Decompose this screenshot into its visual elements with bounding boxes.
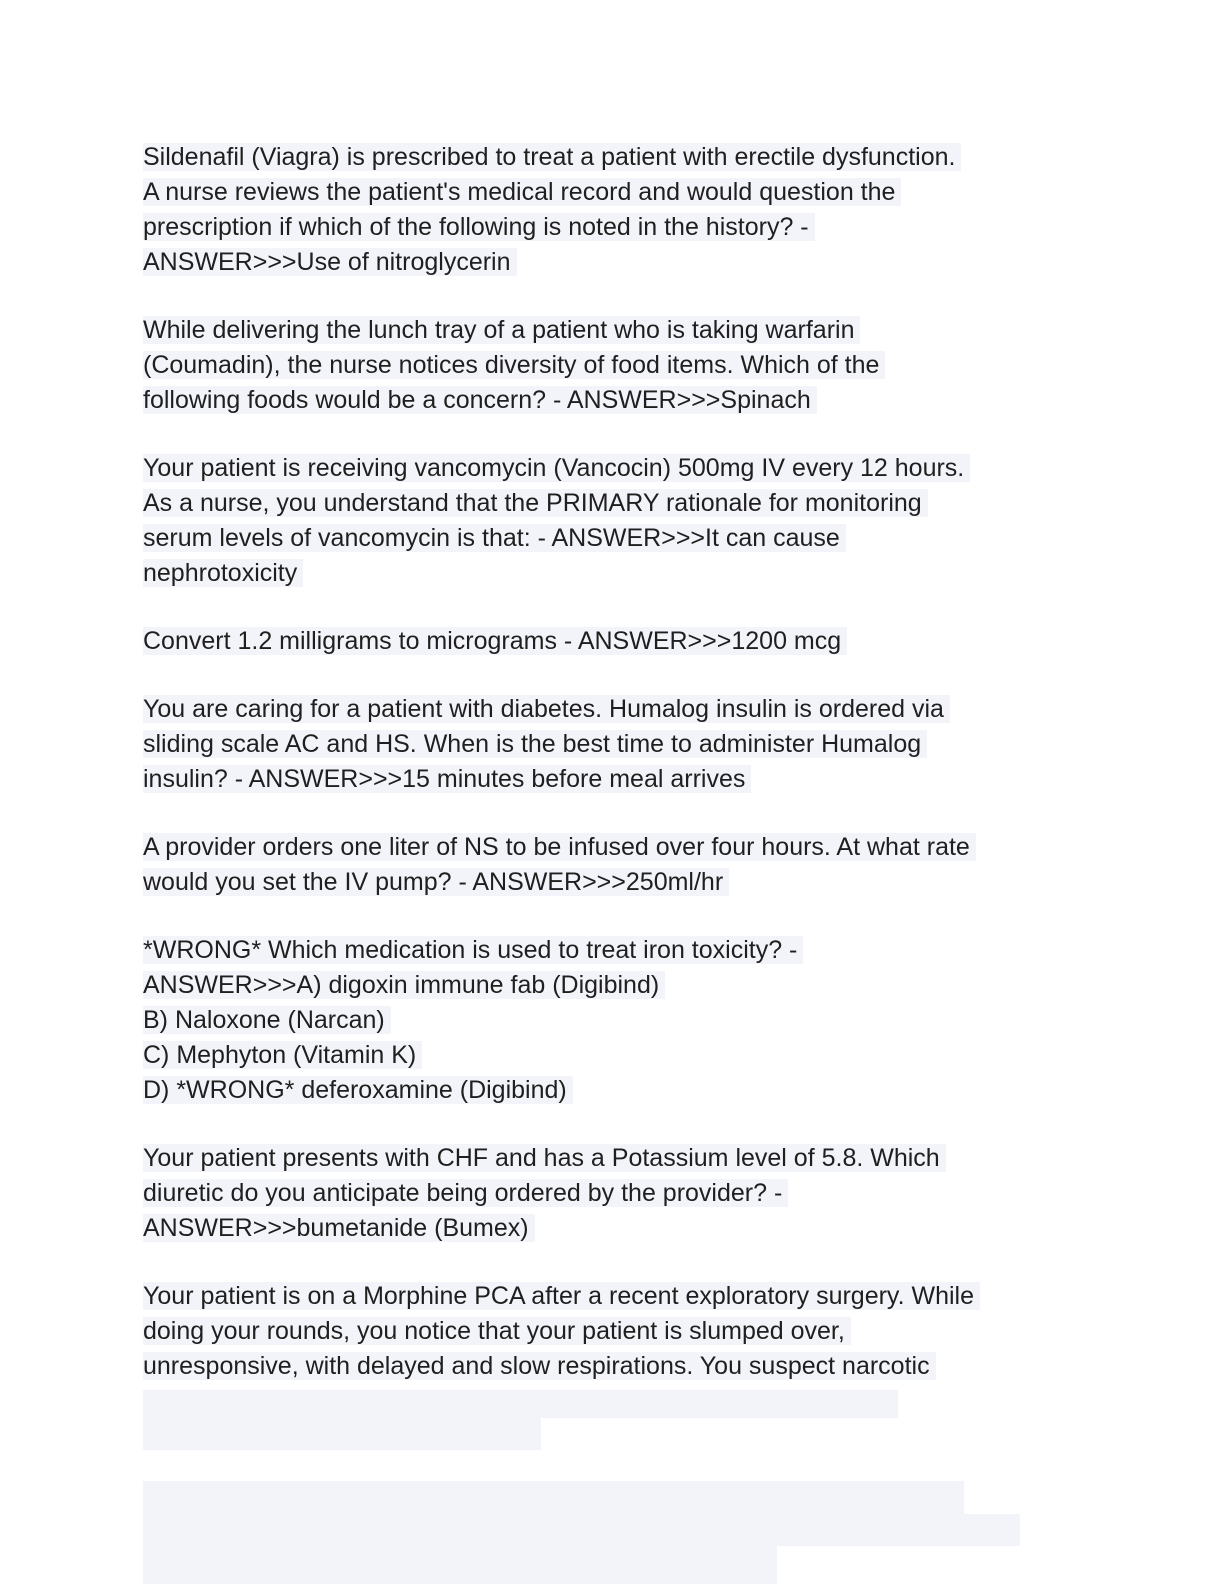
text-line: diuretic do you anticipate being ordered by the provider? - bbox=[143, 1179, 788, 1207]
text-line: You are caring for a patient with diabetes. Humalog insulin is ordered via bbox=[143, 695, 950, 723]
answer-line: following foods would be a concern? - ANSWER>>>Spinach bbox=[143, 386, 817, 414]
text-line: sliding scale AC and HS. When is the best time to administer Humalog bbox=[143, 730, 927, 758]
text-line: A provider orders one liter of NS to be infused over four hours. At what rate bbox=[143, 833, 976, 861]
answer-line: would you set the IV pump? - ANSWER>>>250ml/hr bbox=[143, 868, 729, 896]
option-line: C) Mephyton (Vitamin K) bbox=[143, 1041, 422, 1069]
text-line: Your patient is on a Morphine PCA after a recent exploratory surgery. While bbox=[143, 1282, 980, 1310]
question-block bbox=[143, 933, 1083, 1108]
text-line: unresponsive, with delayed and slow respirations. You suspect narcotic bbox=[143, 1352, 936, 1380]
text-line: Sildenafil (Viagra) is prescribed to treat a patient with erectile dysfunction. bbox=[143, 143, 961, 171]
answer-line: ANSWER>>>bumetanide (Bumex) bbox=[143, 1214, 535, 1242]
text-line: nephrotoxicity bbox=[143, 559, 303, 587]
answer-line: Convert 1.2 milligrams to micrograms - ANSWER>>>1200 mcg bbox=[143, 627, 847, 655]
text-line: doing your rounds, you notice that your patient is slumped over, bbox=[143, 1317, 851, 1345]
text-line: Your patient is receiving vancomycin (Vancocin) 500mg IV every 12 hours. bbox=[143, 454, 970, 482]
text-line: A nurse reviews the patient's medical record and would question the bbox=[143, 178, 901, 206]
option-line: B) Naloxone (Narcan) bbox=[143, 1006, 391, 1034]
redacted-text-block bbox=[143, 1418, 541, 1450]
text-line: As a nurse, you understand that the PRIMARY rationale for monitoring bbox=[143, 489, 928, 517]
text-line: prescription if which of the following is noted in the history? - bbox=[143, 213, 815, 241]
redacted-text-block bbox=[143, 1514, 1020, 1546]
answer-line: serum levels of vancomycin is that: - ANSWER>>>It can cause bbox=[143, 524, 846, 552]
question-block bbox=[143, 624, 1083, 659]
question-block bbox=[143, 451, 1083, 591]
redacted-text-block bbox=[143, 1546, 777, 1584]
option-line: D) *WRONG* deferoxamine (Digibind) bbox=[143, 1076, 573, 1104]
redacted-text-block bbox=[143, 1481, 964, 1514]
answer-line: ANSWER>>>Use of nitroglycerin bbox=[143, 248, 517, 276]
question-block bbox=[143, 1141, 1083, 1246]
question-block bbox=[143, 692, 1083, 797]
question-block bbox=[143, 140, 1083, 280]
text-line: (Coumadin), the nurse notices diversity of food items. Which of the bbox=[143, 351, 885, 379]
text-line: While delivering the lunch tray of a patient who is taking warfarin bbox=[143, 316, 860, 344]
answer-line: insulin? - ANSWER>>>15 minutes before meal arrives bbox=[143, 765, 751, 793]
text-line: Your patient presents with CHF and has a Potassium level of 5.8. Which bbox=[143, 1144, 946, 1172]
question-block bbox=[143, 830, 1083, 900]
question-block bbox=[143, 1279, 1083, 1384]
question-block bbox=[143, 313, 1083, 418]
text-line: *WRONG* Which medication is used to treat iron toxicity? - bbox=[143, 936, 803, 964]
document-page bbox=[143, 140, 1083, 1417]
redacted-text-block bbox=[143, 1390, 898, 1418]
answer-line: ANSWER>>>A) digoxin immune fab (Digibind) bbox=[143, 971, 665, 999]
